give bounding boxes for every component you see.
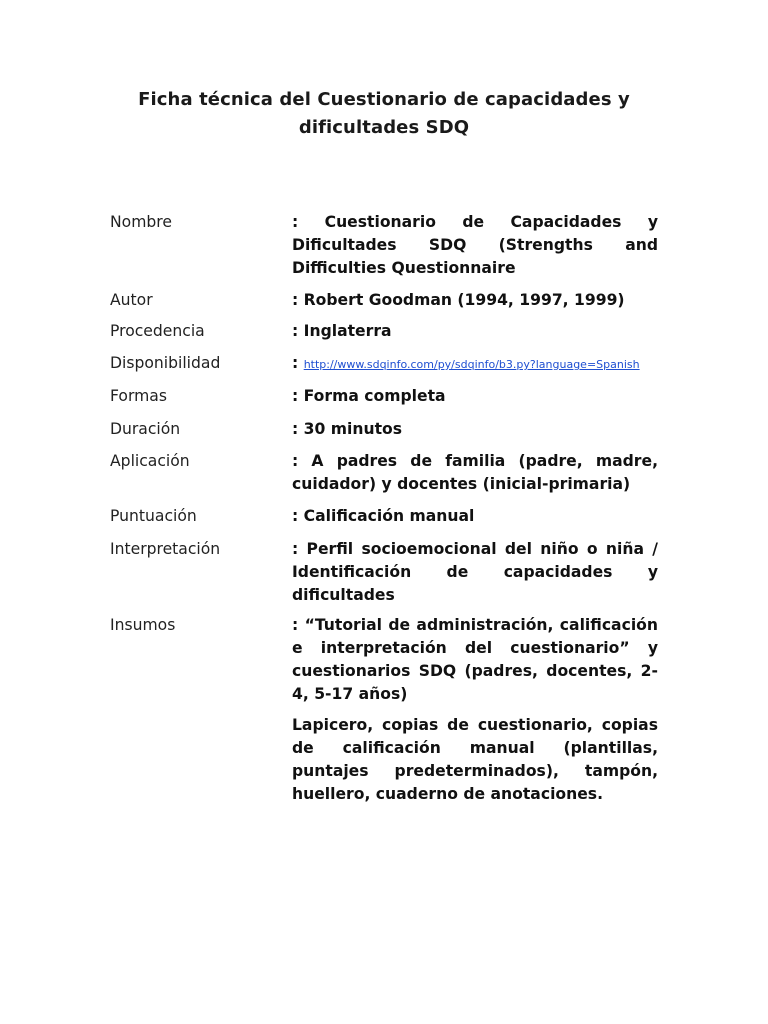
sdq-info-link[interactable]: http://www.sdqinfo.com/py/sdqinfo/b3.py?language=Spanish bbox=[303, 358, 640, 371]
value-formas: : Forma completa bbox=[292, 387, 446, 405]
value-insumos: : “Tutorial de administración, calificación e interpretación del cuestionario” y cuestionarios SDQ (padres, docentes, 2-4, 5-17 años) bbox=[292, 616, 658, 703]
value-aplicacion: : A padres de familia (padre, madre, cuidador) y docentes (inicial-primaria) bbox=[292, 452, 658, 493]
document-title bbox=[110, 86, 658, 142]
value-autor: : Robert Goodman (1994, 1997, 1999) bbox=[292, 291, 625, 309]
colon-prefix: : bbox=[292, 354, 299, 372]
value-procedencia: : Inglaterra bbox=[292, 322, 392, 340]
label-duracion: Duración bbox=[110, 420, 181, 438]
label-nombre: Nombre bbox=[110, 213, 172, 231]
label-procedencia: Procedencia bbox=[110, 322, 205, 340]
value-disponibilidad bbox=[292, 352, 658, 376]
value-puntuacion: : Calificación manual bbox=[292, 507, 475, 525]
value-duracion: : 30 minutos bbox=[292, 420, 403, 438]
title-line-2: dificultades SDQ bbox=[298, 117, 470, 138]
label-autor: Autor bbox=[110, 291, 153, 309]
value-nombre: : Cuestionario de Capacidades y Dificultades SDQ (Strengths and Difficulties Questionnaire bbox=[292, 213, 658, 277]
label-interpretacion: Interpretación bbox=[110, 540, 221, 558]
label-insumos: Insumos bbox=[110, 616, 176, 634]
value-interpretacion: : Perfil socioemocional del niño o niña / Identificación de capacidades y dificultades bbox=[292, 540, 658, 604]
label-formas: Formas bbox=[110, 387, 167, 405]
label-aplicacion: Aplicación bbox=[110, 452, 190, 470]
label-puntuacion: Puntuación bbox=[110, 507, 197, 525]
insumos-materials-paragraph: Lapicero, copias de cuestionario, copias de calificación manual (plantillas, puntajes predeterminados), tampón, huellero, cuaderno de anotaciones. bbox=[292, 716, 658, 803]
label-disponibilidad: Disponibilidad bbox=[110, 354, 221, 372]
title-line-1: Ficha técnica del Cuestionario de capacidades y bbox=[138, 89, 630, 110]
